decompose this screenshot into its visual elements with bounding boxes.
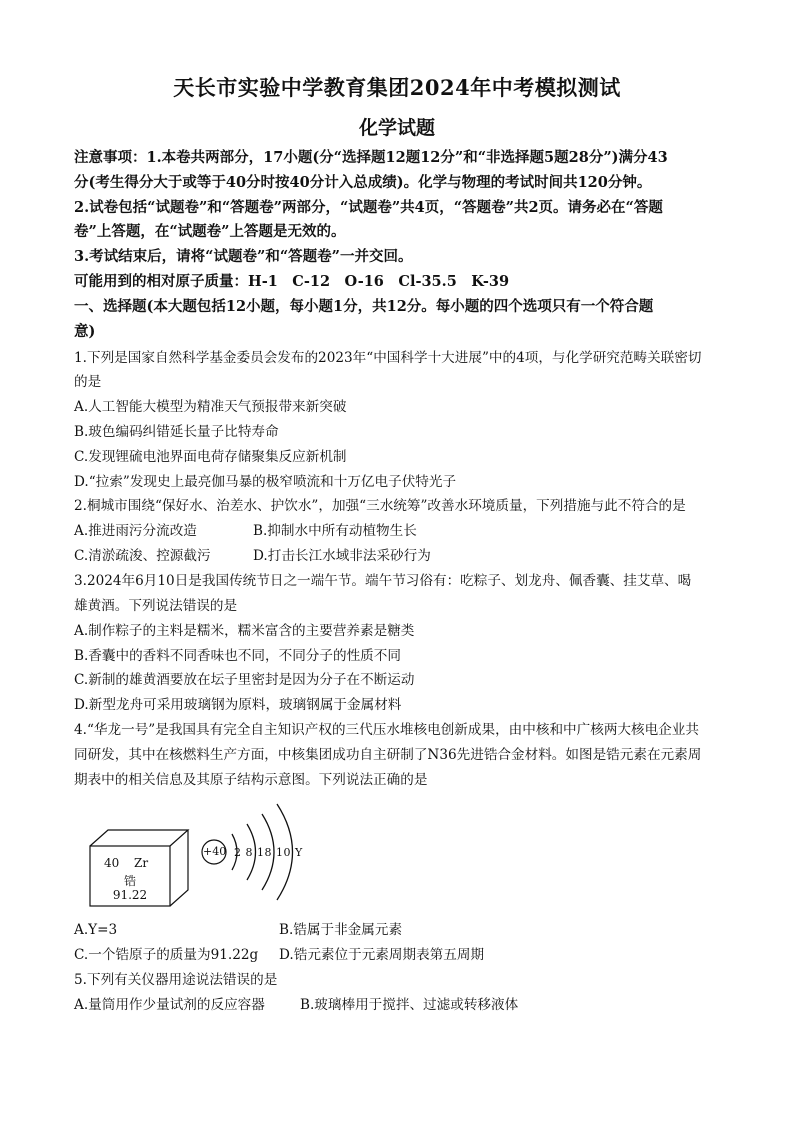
atomic-number: 40 [104, 856, 120, 870]
question-stem: 1.下列是国家自然科学基金委员会发布的2023年“中国科学十大进展”中的4项，与化学研究范畴关联密切 [74, 350, 702, 366]
option: A.人工智能大模型为精准天气预报带来新突破 [74, 399, 347, 415]
option: C.清淤疏浚、控源截污 [74, 548, 211, 564]
notes-line: 2.试卷包括“试题卷”和“答题卷”两部分，“试题卷”共4页，“答题卷”共2页。请务必在“答题 [74, 199, 663, 216]
question-stem: 期表中的相关信息及其原子结构示意图。下列说法正确的是 [74, 772, 428, 788]
option: D.“拉索”发现史上最亮伽马暴的极窄喷流和十万亿电子伏特光子 [74, 474, 457, 490]
option: C.新制的雄黄酒要放在坛子里密封是因为分子在不断运动 [74, 672, 415, 688]
exam-title: 天长市实验中学教育集团2024年中考模拟测试 [173, 75, 621, 100]
notes-line: 分(考生得分大于或等于40分时按40分计入总成绩)。化学与物理的考试时间共120分钟。 [74, 174, 652, 191]
question-stem: 2.桐城市围绕“保好水、治差水、护饮水”，加强“三水统筹”改善水环境质量，下列措施与此不符合的是 [74, 498, 686, 514]
option: C.一个锆原子的质量为91.22g [74, 947, 259, 963]
question-stem: 的是 [74, 374, 102, 390]
option: D.锆元素位于元素周期表第五周期 [279, 947, 485, 963]
option: A.Y=3 [74, 922, 118, 938]
option: D.新型龙舟可采用玻璃钢为原料，玻璃钢属于金属材料 [74, 697, 402, 713]
electron-shells: 2 8 18 10 Y [234, 846, 303, 859]
notes-line: 3.考试结束后，请将“试题卷”和“答题卷”一并交回。 [74, 248, 413, 265]
option: B.玻色编码纠错延长量子比特寿命 [74, 424, 279, 440]
option: A.推进雨污分流改造 [74, 523, 197, 539]
notes-line: 卷”上答题，在“试题卷”上答题是无效的。 [74, 223, 346, 240]
question-stem: 4.“华龙一号”是我国具有完全自主知识产权的三代压水堆核电创新成果，由中核和中广核两大核电企业共 [74, 722, 699, 738]
question-stem: 雄黄酒。下列说法错误的是 [74, 598, 238, 614]
atomic-mass: 91.22 [112, 888, 148, 902]
atomic-mass-line: 可能用到的相对原子质量：H-1 C-12 O-16 Cl-35.5 K-39 [74, 273, 510, 290]
section-heading: 一、选择题(本大题包括12小题，每小题1分，共12分。每小题的四个选项只有一个符合题 [74, 298, 654, 315]
question-stem: 同研发，其中在核燃料生产方面，中核集团成功自主研制了N36先进锆合金材料。如图是锆元素在元素周 [74, 747, 702, 763]
option: B.香囊中的香料不同香味也不同，不同分子的性质不同 [74, 648, 401, 664]
nuclear-charge: +40 [203, 845, 227, 858]
option: A.量筒用作少量试剂的反应容器 [74, 997, 265, 1013]
element-name: 锆 [123, 874, 136, 888]
option: A.制作粽子的主料是糯米，糯米富含的主要营养素是糖类 [74, 623, 415, 639]
option: B.锆属于非金属元素 [279, 922, 403, 938]
exam-subtitle: 化学试题 [358, 117, 435, 139]
option: B.玻璃棒用于搅拌、过滤或转移液体 [300, 997, 519, 1013]
question-stem: 3.2024年6月10日是我国传统节日之一端午节。端午节习俗有：吃粽子、划龙舟、佩香囊、挂艾草、喝 [74, 573, 692, 589]
notes-line: 注意事项：1.本卷共两部分，17小题(分“选择题12题12分”和“非选择题5题28分”)满分43 [74, 149, 668, 166]
section-heading: 意) [74, 323, 96, 340]
question-stem: 5.下列有关仪器用途说法错误的是 [74, 972, 278, 988]
option: B.抑制水中所有动植物生长 [253, 523, 417, 539]
option: D.打击长江水域非法采砂行为 [253, 548, 431, 564]
element-card [90, 846, 170, 906]
element-symbol: Zr [134, 856, 149, 870]
option: C.发现锂硫电池界面电荷存储聚集反应新机制 [74, 449, 347, 465]
